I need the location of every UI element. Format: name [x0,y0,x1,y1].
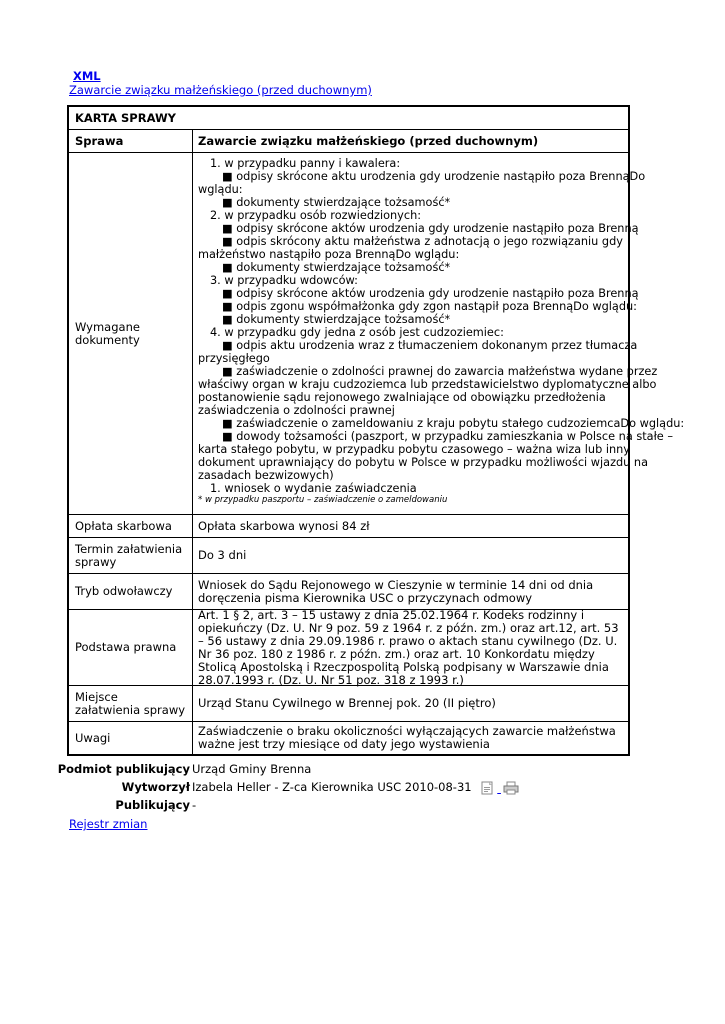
row-legal [69,607,628,687]
document-line: ■ odpis zgonu współmałżonka gdy zgon nastąpił poza BrennąDo wglądu: [222,300,637,313]
place-value: Urząd Stanu Cywilnego w Brennej pok. 20 (II piętro) [198,696,496,710]
document-line: wglądu: [198,183,243,196]
document-line: ■ dokumenty stwierdzające tożsamość* [222,261,451,274]
notes-label: Uwagi [69,722,193,754]
row-appeal [69,574,628,610]
legal-label: Podstawa prawna [69,610,193,685]
sprawa-value: Zawarcie związku małżeńskiego (przed duchownym) [198,133,539,148]
place-label: Miejsce załatwienia sprawy [69,686,193,721]
author-row [0,779,725,795]
document-line: postanowienie sądu rejonowego zwalniające od obowiązku przedłożenia [198,391,606,404]
publisher-value: Urząd Gminy Brenna [192,762,312,776]
pdf-icon[interactable] [481,781,501,795]
fee-label: Opłata skarbowa [69,515,193,537]
document-line: ■ dowody tożsamości (paszport, w przypadku zamieszkania w Polsce na stałe – [222,430,673,443]
document-line: 1. w przypadku panny i kawalera: [210,157,401,170]
document-line: zasadach bezwizowych) [198,469,334,482]
card-header-text: KARTA SPRAWY [75,111,176,125]
document-line: ■ odpisy skrócone aktu urodzenia gdy urodzenie nastąpiło poza BrennąDo [222,170,646,183]
document-line: 4. w przypadku gdy jedna z osób jest cudzoziemiec: [210,326,504,339]
term-label: Termin załatwienia sprawy [69,538,193,573]
publisher-row [0,761,725,777]
document-line: ■ zaświadczenie o zameldowaniu z kraju pobytu stałego cudzoziemcaDo wglądu: [222,417,685,430]
published-label: Publikujący [115,798,190,812]
document-line: ■ dokumenty stwierdzające tożsamość* [222,196,451,209]
published-value: - [192,798,197,812]
notes-value: Zaświadczenie o braku okoliczności wyłączających zawarcie małżeństwa ważne jest trzy miesiące od daty jego wystawienia [198,724,616,751]
title-link[interactable]: Zawarcie związku małżeńskiego (przed duchownym) [69,83,372,97]
row-notes [69,722,628,754]
term-value: Do 3 dni [198,548,247,562]
case-card [67,105,685,756]
document-line: ■ dokumenty stwierdzające tożsamość* [222,313,451,326]
document-line: właściwy organ w kraju cudzoziemca lub przedstawicielstwo dyplomatyczne albo [198,378,657,391]
document-line: małżeństwo nastąpiło poza BrennąDo wglądu: [198,248,460,261]
document-line: ■ odpisy skrócone aktów urodzenia gdy urodzenie nastąpiło poza Brenną [222,287,639,300]
document-line: ■ odpis skrócony aktu małżeństwa z adnotacją o jego rozwiązaniu gdy [222,235,623,248]
row-term [69,538,628,574]
row-sprawa [69,130,628,153]
sprawa-label: Sprawa [69,130,193,152]
document-line: 3. w przypadku wdowców: [210,274,358,287]
documents-footnote: * w przypadku paszportu – zaświadczenie o zameldowaniu [198,495,448,505]
document-line: dokument uprawniający do pobytu w Polsce w przypadku możliwości wjazdu na [198,456,649,469]
document-line: ■ odpis aktu urodzenia wraz z tłumaczeniem dokonanym przez tłumacza [222,339,638,352]
author-label: Wytworzył [121,780,190,794]
author-value: Izabela Heller - Z-ca Kierownika USC 2010-08-31 [192,780,472,794]
document-line: ■ odpisy skrócone aktów urodzenia gdy urodzenie nastąpiło poza Brenną [222,222,639,235]
documents-label: Wymagane dokumenty [69,153,193,514]
row-place [69,686,628,722]
publisher-label: Podmiot publikujący [57,762,190,776]
appeal-value: Wniosek do Sądu Rejonowego w Cieszynie w terminie 14 dni od dnia doręczenia pisma Kierownika USC o przyczynach odmowy [198,577,594,605]
documents-value [193,153,685,514]
legal-value: Art. 1 § 2, art. 3 – 15 ustawy z dnia 25.02.1964 r. Kodeks rodzinny i opiekuńczy (Dz. U. Nr 9 poz. 59 z 1964 r. z późn. zm.) oraz art.12, art. 53 – 56 ustawy z dnia 29.09.1986 r. prawo o aktach stanu cywilnego (Dz. U. Nr 36 poz. 180 z 1986 r. z późn. zm.) oraz art. 10 Konkordatu między Stolicą Apostolską i Rzeczpospolitą Polską podpisany w Warszawie dnia 28.07.1993 r. (Dz. U. Nr 51 poz. 318 z 1993 r.) [198,607,619,687]
row-documents [69,153,685,515]
author-value-wrap [192,779,521,796]
document-line: zaświadczenia o zdolności prawnej [198,404,395,417]
row-fee [69,515,628,538]
documents-list [198,157,684,495]
printer-icon[interactable] [503,781,519,795]
document-line: ■ zaświadczenie o zdolności prawnej do zawarcia małżeństwa wydane przez [222,365,658,378]
appeal-label: Tryb odwoławczy [69,574,193,609]
card-header [69,107,628,130]
register-link[interactable]: Rejestr zmian [69,817,148,831]
top-links [69,69,372,97]
document-line: 2. w przypadku osób rozwiedzionych: [210,209,422,222]
fee-value: Opłata skarbowa wynosi 84 zł [198,518,370,533]
document-line: 1. wniosek o wydanie zaświadczenia [210,482,417,495]
published-row [0,797,725,813]
xml-link[interactable]: XML [73,69,101,83]
document-line: karta stałego pobytu, w przypadku pobytu czasowego – ważna wiza lub inny [198,443,630,456]
document-line: przysięgłego [198,352,270,365]
